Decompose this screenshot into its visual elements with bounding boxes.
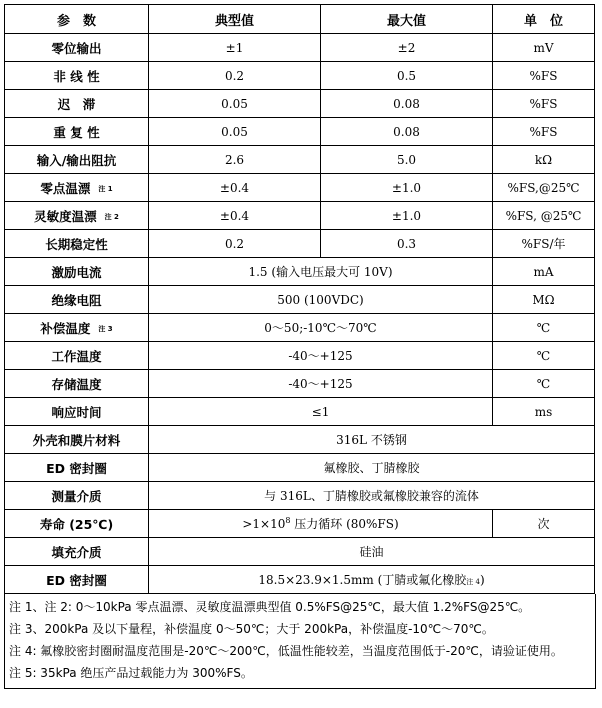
note-line: 注 4: 氟橡胶密封圈耐温度范围是-20℃～200℃，低温性能较差，当温度范围低于-20℃，请验证使用。 bbox=[9, 644, 563, 658]
param-name bbox=[5, 202, 149, 230]
value-cell: 316L 不锈钢 bbox=[149, 426, 595, 454]
unit-cell: ℃ bbox=[493, 342, 595, 370]
param-name bbox=[5, 34, 149, 62]
param-label: 输入/输出阻抗 bbox=[36, 152, 117, 168]
unit-cell: %FS bbox=[493, 90, 595, 118]
param-label: 激励电流 bbox=[51, 264, 102, 280]
table-row bbox=[5, 174, 595, 202]
seal-value-close: ) bbox=[479, 573, 485, 587]
table-row bbox=[5, 62, 595, 90]
param-name: 填充介质 bbox=[5, 538, 149, 566]
note-mark: 注 2 bbox=[104, 213, 119, 221]
param-label: 响应时间 bbox=[51, 404, 102, 420]
value-cell: 500 (100VDC) bbox=[149, 286, 493, 314]
table-row bbox=[5, 118, 595, 146]
unit-cell: ℃ bbox=[493, 314, 595, 342]
param-label: 灵敏度温漂 bbox=[34, 208, 97, 224]
value-cell bbox=[149, 566, 595, 594]
value-cell: 与 316L、丁腈橡胶或氟橡胶兼容的流体 bbox=[149, 482, 595, 510]
value-cell: -40～+125 bbox=[149, 342, 493, 370]
table-row bbox=[5, 314, 595, 342]
param-name: 测量介质 bbox=[5, 482, 149, 510]
param-name: ED 密封圈 bbox=[5, 454, 149, 482]
life-value-suffix: 压力循环 (80%FS) bbox=[290, 517, 399, 531]
max-cell: 5.0 bbox=[321, 146, 493, 174]
full-span-rows bbox=[5, 426, 595, 510]
value-cell: ≤1 bbox=[149, 398, 493, 426]
table-row bbox=[5, 146, 595, 174]
note-line: 注 3、200kPa 及以下量程，补偿温度 0～50℃；大于 200kPa，补偿温度-10℃～70℃。 bbox=[9, 622, 494, 636]
param-name: ED 密封圈 bbox=[5, 566, 149, 594]
header-max: 最大值 bbox=[321, 5, 493, 34]
unit-cell: %FS bbox=[493, 62, 595, 90]
param-name bbox=[5, 342, 149, 370]
param-name bbox=[5, 90, 149, 118]
param-name bbox=[5, 370, 149, 398]
param-label: 非 线 性 bbox=[53, 68, 100, 84]
typical-cell: ±1 bbox=[149, 34, 321, 62]
param-name bbox=[5, 314, 149, 342]
table-row-fill bbox=[5, 538, 595, 566]
param-label: 工作温度 bbox=[51, 348, 102, 364]
typical-cell: 0.2 bbox=[149, 230, 321, 258]
table-row bbox=[5, 342, 595, 370]
unit-cell: %FS,@25℃ bbox=[493, 174, 595, 202]
typical-cell: ±0.4 bbox=[149, 202, 321, 230]
table-row bbox=[5, 426, 595, 454]
seal-value: 18.5×23.9×1.5mm (丁腈或氟化橡胶 bbox=[258, 573, 467, 587]
param-name: 外壳和膜片材料 bbox=[5, 426, 149, 454]
param-label: 绝缘电阻 bbox=[51, 292, 102, 308]
value-cell: 氟橡胶、丁腈橡胶 bbox=[149, 454, 595, 482]
table-row-seal bbox=[5, 566, 595, 594]
table-row-life bbox=[5, 510, 595, 538]
unit-cell: 次 bbox=[493, 510, 595, 538]
table-row bbox=[5, 90, 595, 118]
note-mark: 注 3 bbox=[98, 325, 113, 333]
header-unit: 单 位 bbox=[493, 5, 595, 34]
param-name bbox=[5, 398, 149, 426]
notes-section bbox=[4, 594, 596, 689]
merged-value-rows bbox=[5, 258, 595, 426]
max-cell: 0.3 bbox=[321, 230, 493, 258]
note-line: 注 5: 35kPa 绝压产品过载能力为 300%FS。 bbox=[9, 666, 253, 680]
unit-cell: ms bbox=[493, 398, 595, 426]
typical-cell: 0.05 bbox=[149, 118, 321, 146]
table-row bbox=[5, 482, 595, 510]
note-mark: 注 1 bbox=[98, 185, 113, 193]
max-cell: 0.08 bbox=[321, 90, 493, 118]
unit-cell: kΩ bbox=[493, 146, 595, 174]
param-name bbox=[5, 174, 149, 202]
param-label: 补偿温度 bbox=[40, 320, 91, 336]
value-cell: -40～+125 bbox=[149, 370, 493, 398]
max-cell: ±1.0 bbox=[321, 174, 493, 202]
header-typical: 典型值 bbox=[149, 5, 321, 34]
param-label: 存储温度 bbox=[51, 376, 102, 392]
note-line: 注 1、注 2: 0～10kPa 零点温漂、灵敏度温漂典型值 0.5%FS@25℃，最大值 1.2%FS@25℃。 bbox=[9, 600, 531, 614]
param-name bbox=[5, 258, 149, 286]
table-row bbox=[5, 454, 595, 482]
typical-cell: 0.2 bbox=[149, 62, 321, 90]
unit-cell: %FS bbox=[493, 118, 595, 146]
param-name bbox=[5, 146, 149, 174]
table-row bbox=[5, 230, 595, 258]
param-label: 零点温漂 bbox=[40, 180, 91, 196]
value-cell: 硅油 bbox=[149, 538, 595, 566]
table-row bbox=[5, 202, 595, 230]
param-label: 长期稳定性 bbox=[45, 236, 108, 252]
unit-cell: ℃ bbox=[493, 370, 595, 398]
param-label: 零位输出 bbox=[51, 40, 102, 56]
table-row bbox=[5, 258, 595, 286]
param-name bbox=[5, 230, 149, 258]
max-cell: ±1.0 bbox=[321, 202, 493, 230]
param-name bbox=[5, 62, 149, 90]
unit-cell: MΩ bbox=[493, 286, 595, 314]
table-row bbox=[5, 286, 595, 314]
table-row bbox=[5, 398, 595, 426]
typical-cell: 0.05 bbox=[149, 90, 321, 118]
value-cell: 1.5 (输入电压最大可 10V) bbox=[149, 258, 493, 286]
param-name bbox=[5, 118, 149, 146]
header-param: 参 数 bbox=[5, 5, 149, 34]
table-row bbox=[5, 34, 595, 62]
spec-table bbox=[4, 4, 595, 594]
typical-cell: 2.6 bbox=[149, 146, 321, 174]
header-row bbox=[5, 5, 595, 34]
typical-cell: ±0.4 bbox=[149, 174, 321, 202]
unit-cell: %FS, @25℃ bbox=[493, 202, 595, 230]
life-value-exponent: 8 bbox=[285, 516, 291, 525]
max-cell: 0.5 bbox=[321, 62, 493, 90]
param-name bbox=[5, 286, 149, 314]
param-label: 迟 滞 bbox=[57, 96, 96, 112]
life-value bbox=[149, 510, 493, 538]
table-row bbox=[5, 370, 595, 398]
note-mark: 注 4 bbox=[466, 578, 480, 586]
unit-cell: mV bbox=[493, 34, 595, 62]
three-value-rows bbox=[5, 34, 595, 258]
unit-cell: mA bbox=[493, 258, 595, 286]
spec-sheet bbox=[4, 4, 594, 689]
param-name: 寿命 (25℃) bbox=[5, 510, 149, 538]
max-cell: 0.08 bbox=[321, 118, 493, 146]
value-cell: 0～50;-10℃～70℃ bbox=[149, 314, 493, 342]
life-value-prefix: >1×10 bbox=[242, 517, 286, 531]
max-cell: ±2 bbox=[321, 34, 493, 62]
unit-cell: %FS/年 bbox=[493, 230, 595, 258]
param-label: 重 复 性 bbox=[53, 124, 100, 140]
